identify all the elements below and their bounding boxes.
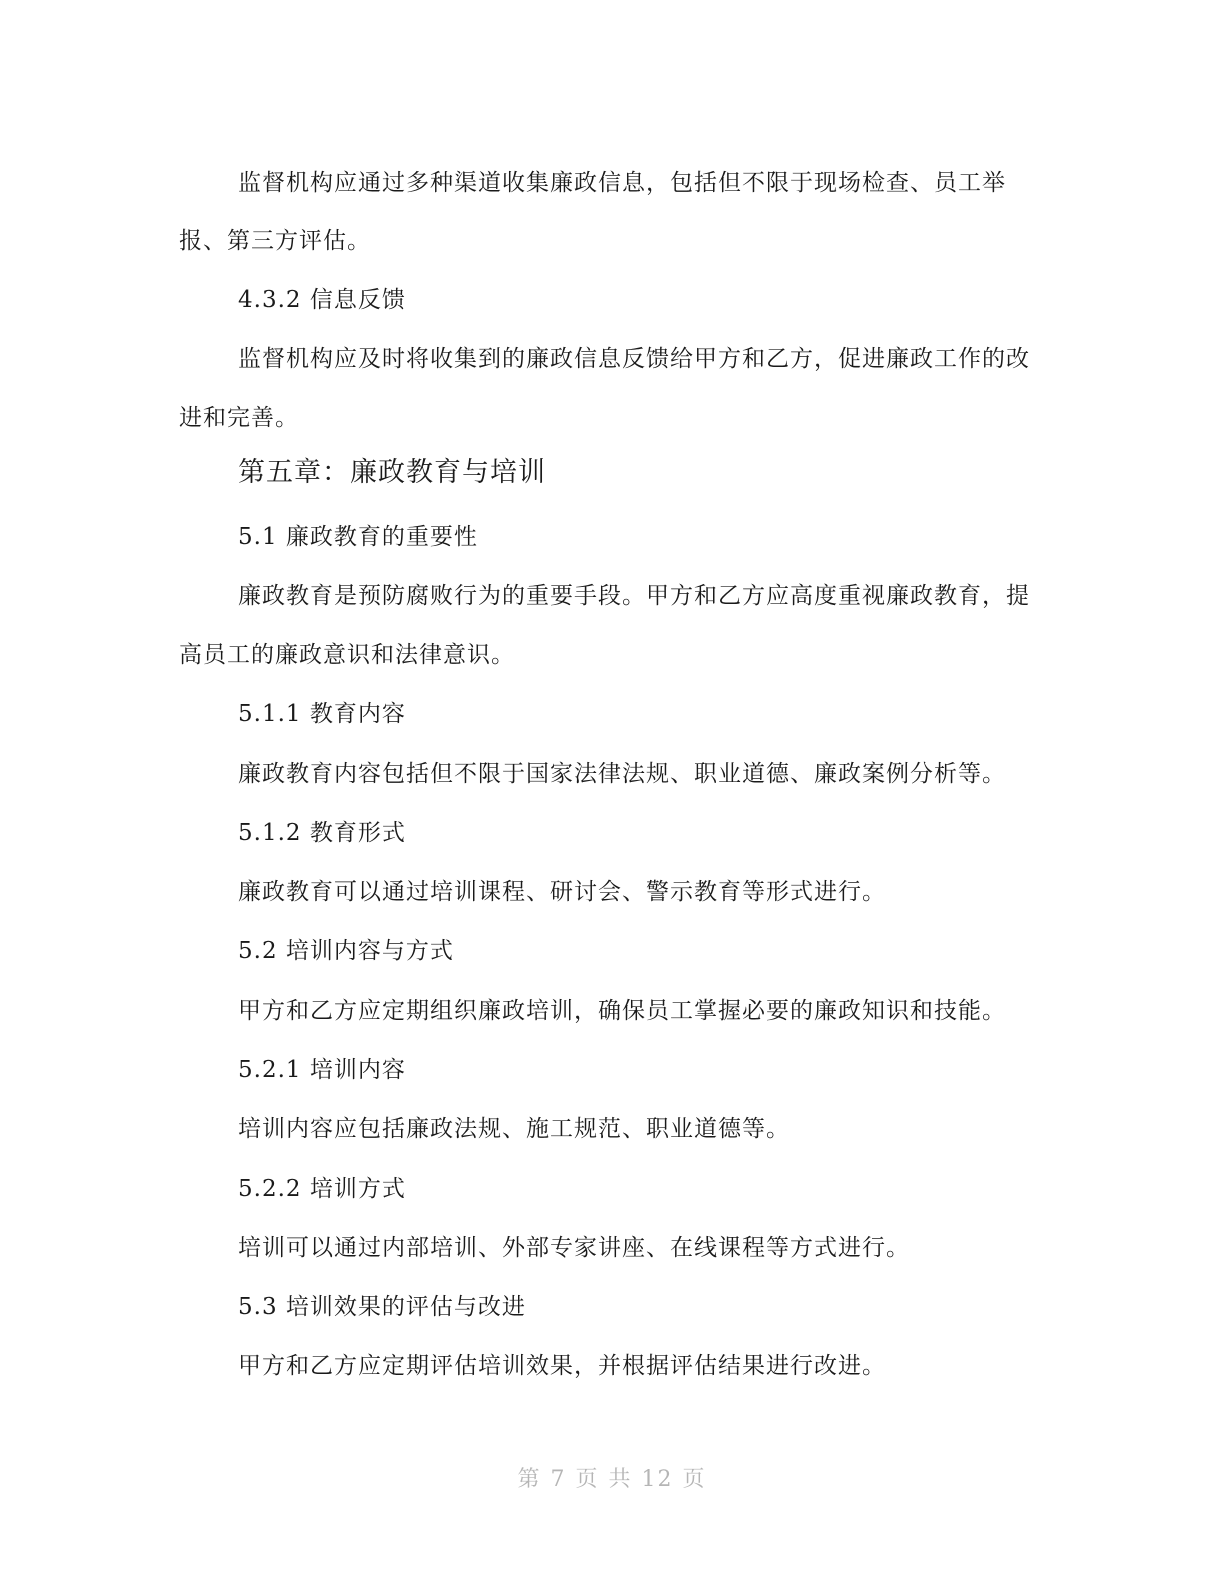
section-heading: 5.3 培训效果的评估与改进 <box>238 1294 526 1320</box>
section-heading: 5.1.1 教育内容 <box>238 701 406 727</box>
section-heading: 4.3.2 信息反馈 <box>238 287 406 313</box>
paragraph-line: 培训内容应包括廉政法规、施工规范、职业道德等。 <box>238 1116 790 1142</box>
paragraph-line: 监督机构应及时将收集到的廉政信息反馈给甲方和乙方，促进廉政工作的改 <box>238 346 1030 372</box>
chapter-title: 第五章：廉政教育与培训 <box>238 457 546 488</box>
paragraph-line: 廉政教育是预防腐败行为的重要手段。甲方和乙方应高度重视廉政教育，提 <box>238 583 1030 609</box>
paragraph-line: 报、第三方评估。 <box>179 228 371 254</box>
paragraph-line: 甲方和乙方应定期组织廉政培训，确保员工掌握必要的廉政知识和技能。 <box>238 998 1006 1024</box>
section-heading: 5.2.2 培训方式 <box>238 1176 406 1202</box>
paragraph-line: 甲方和乙方应定期评估培训效果，并根据评估结果进行改进。 <box>238 1353 886 1379</box>
paragraph-line: 廉政教育内容包括但不限于国家法律法规、职业道德、廉政案例分析等。 <box>238 761 1006 787</box>
section-heading: 5.1.2 教育形式 <box>238 820 406 846</box>
paragraph-line: 廉政教育可以通过培训课程、研讨会、警示教育等形式进行。 <box>238 879 886 905</box>
paragraph-line: 高员工的廉政意识和法律意识。 <box>179 642 515 668</box>
paragraph-line: 进和完善。 <box>179 405 299 431</box>
section-heading: 5.1 廉政教育的重要性 <box>238 524 478 550</box>
section-heading: 5.2 培训内容与方式 <box>238 938 454 964</box>
page-footer: 第 7 页 共 12 页 <box>517 1467 707 1492</box>
paragraph-line: 监督机构应通过多种渠道收集廉政信息，包括但不限于现场检查、员工举 <box>238 170 1006 196</box>
section-heading: 5.2.1 培训内容 <box>238 1057 406 1083</box>
paragraph-line: 培训可以通过内部培训、外部专家讲座、在线课程等方式进行。 <box>238 1235 910 1261</box>
